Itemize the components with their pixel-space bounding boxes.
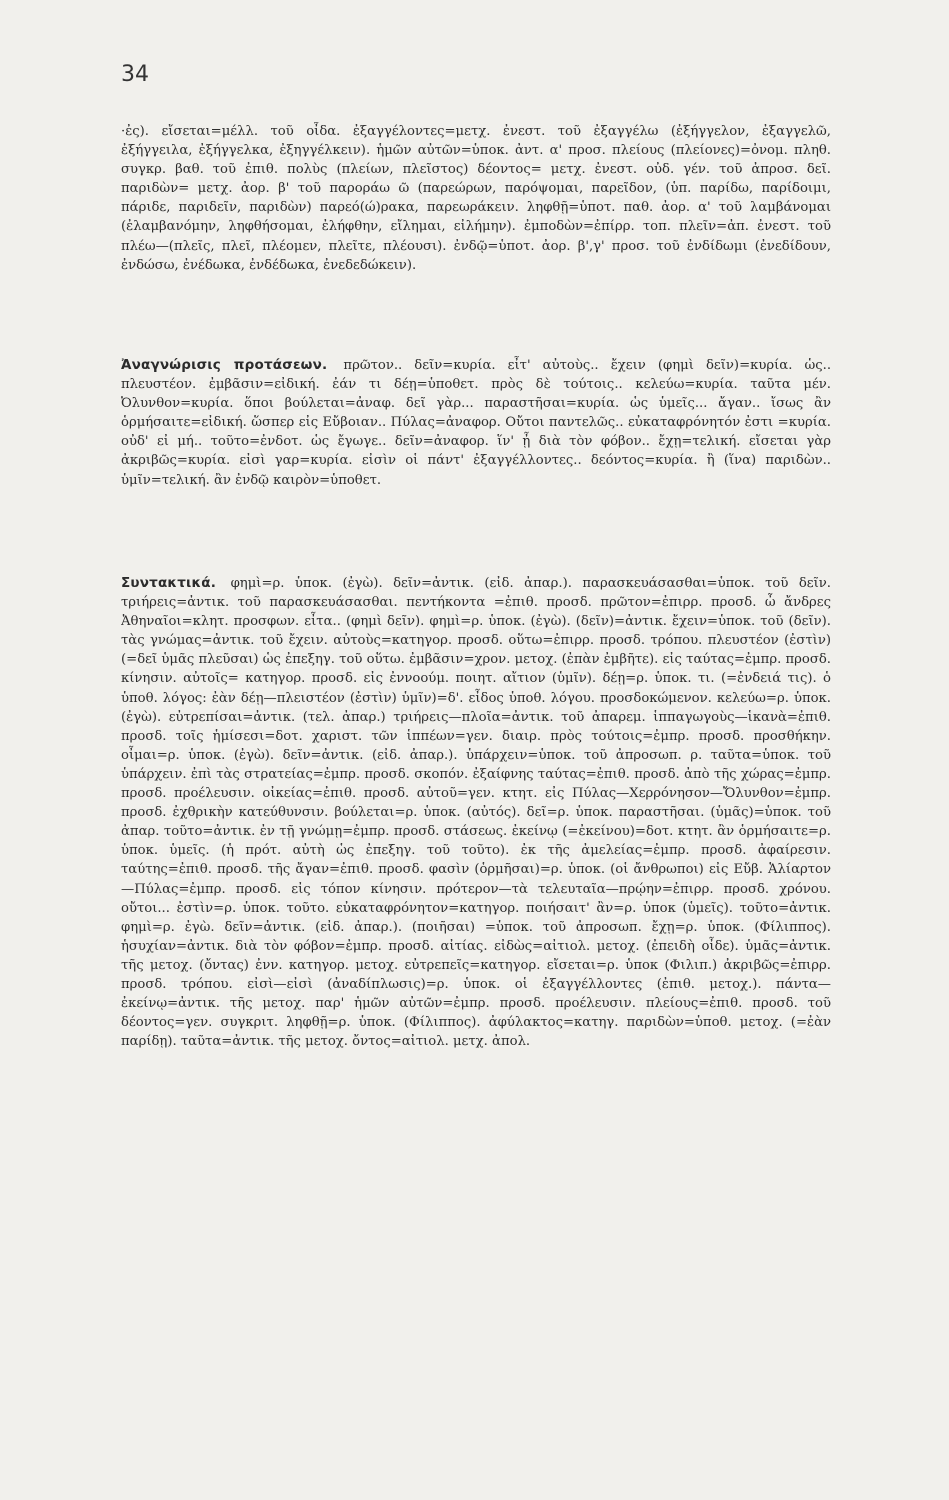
recognition-text: πρῶτον.. δεῖν=κυρία. εἶτ' αὐτοὺς.. ἔχειν (φημὶ δεῖν)=κυρία. ὡς.. πλευστέον. ἐμβᾶσιν=εἰδική. ἐάν τι δέῃ=ὑποθετ. πρὸς δὲ τούτοις.. κελεύω=κυρία. ταῦτα μέν. Ὀλυνθον=κυρία. ὅποι βούλεται=ἀναφ. δεῖ γὰρ... παραστῆσαι=κυρία. ὡς ὑμεῖς... ἄγαν.. ἴσως ἂν ὁρμήσαιτε=εἰδική. ὥσπερ εἰς Εὔβοιαν.. Πύλας=ἀναφορ. Οὔτοι παντελῶς.. εὐκαταφρόνητόν ἐστι =κυρία. οὐδ' εἰ μή.. τοῦτο=ἐνδοτ. ὡς ἔγωγε.. δεῖν=ἀναφορ. ἵν' ᾖ διὰ τὸν φόβον.. ἔχῃ=τελική. εἴσεται γὰρ ἀκριβῶς=κυρία. εἰσὶ γαρ=κυρία. εἰσὶν οἱ πάντ' ἐξαγγέλλοντες.. δεόντος=κυρία. ἢ (ἵνα) παριδὼν.. ὑμῖν=τελική. ἂν ἐνδῷ καιρὸν=ὑποθετ. (121, 358, 831, 488)
recognition-section (121, 356, 831, 562)
recognition-heading: Ἀναγνώρισις προτάσεων. (121, 357, 328, 373)
intro-text: ·ἐς). εἴσεται=μέλλ. τοῦ οἶδα. ἐξαγγέλοντες=μετχ. ἐνεστ. τοῦ ἐξαγγέλω (ἐξήγγελον, ἐξαγγελῶ, ἐξήγγειλα, ἐξήγγελκα, ἐξηγγέλκειν). ἡμῶν αὐτῶν=ὑποκ. ἀντ. α' προσ. πλείους (πλείονες)=ὀνομ. πληθ. συγκρ. βαθ. τοῦ ἐπιθ. πολὺς (πλείων, πλεῖστος) δέοντος= μετχ. ἐνεστ. οὐδ. γέν. τοῦ ἀπροσ. δεῖ. παριδὼν= μετχ. ἀορ. β' τοῦ παροράω ῶ (παρεώρων, παρόψομαι, παρεῖδον, (ὑπ. παρίδω, παρίδοιμι, πάριδε, παριδεῖν, παριδὼν) παρεό(ώ)ρακα, παρεωράκειν. ληφθῇ=ὑποτ. παθ. ἀορ. α' τοῦ λαμβάνομαι (ἐλαμβανόμην, ληφθήσομαι, ἐλήφθην, εἴλημαι, εἰλήμην). ἐμποδὼν=ἐπίρρ. τοπ. πλεῖν=ἀπ. ἐνεστ. τοῦ πλέω—(πλεῖς, πλεῖ, πλέομεν, πλεῖτε, πλέουσι). ἐνδῷ=ὑποτ. ἀορ. β',γ' προσ. τοῦ ἐνδίδωμι (ἐνεδίδουν, ἐνδώσω, ἐνέδωκα, ἐνδέδωκα, ἐνεδεδώκειν). (121, 124, 831, 273)
page-number: 34 (121, 62, 149, 87)
intro-paragraph (121, 122, 831, 342)
syntax-paragraph (121, 574, 831, 1051)
syntax-heading: Συντακτικά. (121, 575, 217, 591)
recognition-paragraph (121, 356, 831, 490)
syntax-section (121, 574, 831, 1489)
syntax-text: φημὶ=ρ. ὑποκ. (ἐγὼ). δεῖν=ἀντικ. (εἰδ. ἀπαρ.). παρασκευάσασθαι=ὑποκ. τοῦ δεῖν. τριήρεις=ἀντικ. τοῦ παρασκευάσασθαι. πεντήκοντα =ἐπιθ. προσδ. πρῶτον=ἐπιρρ. προσδ. ὦ ἄνδρες Ἀθηναῖοι=κλητ. προσφων. εἶτα.. (φημὶ δεῖν). φημὶ=ρ. ὑποκ. (ἐγὼ). (δεῖν)=ἀντικ. ἔχειν=ὑποκ. τοῦ (δεῖν). τὰς γνώμας=ἀντικ. τοῦ ἔχειν. αὐτοὺς=κατηγορ. προσδ. οὕτω=ἐπιρρ. προσδ. τρόπου. πλευστέον (ἐστὶν) (=δεῖ ὑμᾶς πλεῦσαι) ὡς ἐπεξηγ. τοῦ οὕτω. ἐμβᾶσιν=χρον. μετοχ. (ἐπὰν ἐμβῆτε). εἰς ταύτας=ἐμπρ. προσδ. κίνησιν. αὐτοῖς= κατηγορ. προσδ. εἰς ἐννοούμ. ποιητ. αἴτιον (ὑμῖν). δέῃ=ρ. ὑποκ. τι. (=ἐνδειά τις). ὁ ὑποθ. λόγος: ἐὰν δέῃ—πλειστέον (ἐστὶν) ὑμῖν)=δ'. εἶδος ὑποθ. λόγου. προσδοκώμενον. κελεύω=ρ. ὑποκ. (ἐγὼ). εὐτρεπίσαι=ἀντικ. (τελ. ἀπαρ.) τριήρεις—πλοῖα=ἀντικ. τοῦ ἀπαρεμ. ἱππαγωγοὺς—ἱκανὰ=ἐπιθ. προσδ. τοῖς ἡμίσεσι=δοτ. χαριστ. τῶν ἱππέων=γεν. διαιρ. πρὸς τούτοις=ἐμπρ. προσδ. προσθήκην. οἶμαι=ρ. ὑποκ. (ἐγὼ). δεῖν=ἀντικ. (εἰδ. ἀπαρ.). ὑπάρχειν=ὑποκ. τοῦ ἀπροσωπ. ρ. ταῦτα=ὑποκ. τοῦ ὑπάρχειν. ἐπὶ τὰς στρατείας=ἐμπρ. προσδ. σκοπόν. ἐξαίφνης ταύτας=ἐπιθ. προσδ. ἀπὸ τῆς χώρας=ἐμπρ. προσδ. προέλευσιν. οἰκείας=ἐπιθ. προσδ. αὐτοῦ=γεν. κτητ. εἰς Πύλας—Χερρόνησον—Ὄλυνθον=ἐμπρ. προσδ. ἐχθρικὴν κατεύθυνσιν. βούλεται=ρ. ὑποκ. (αὐτός). δεῖ=ρ. ὑποκ. παραστῆσαι. (ὑμᾶς)=ὑποκ. τοῦ ἀπαρ. τοῦτο=ἀντικ. ἐν τῇ γνώμῃ=ἐμπρ. προσδ. στάσεως. ἐκείνῳ (=ἐκείνου)=δοτ. κτητ. ἂν ὁρμήσαιτε=ρ. ὑποκ. ὑμεῖς. (ἡ πρότ. αὐτὴ ὡς ἐπεξηγ. τοῦ τοῦτο). ἐκ τῆς ἀμελείας=ἐμπρ. προσδ. ἀφαίρεσιν. ταύτης=ἐπιθ. προσδ. τῆς ἄγαν=ἐπιθ. προσδ. φασὶν (ὁρμῆσαι)=ρ. ὑποκ. (οἱ ἄνθρωποι) εἰς Εὔβ. Ἁλίαρτον—Πύλας=ἐμπρ. προσδ. εἰς τόπον κίνησιν. πρότερον—τὰ τελευταῖα—πρῴην=ἐπιρρ. προσδ. χρόνου. οὔτοι... ἐστὶν=ρ. ὑποκ. τοῦτο. εὐκαταφρόνητον=κατηγορ. ποιήσαιτ' ἂν=ρ. ὑποκ (ὑμεῖς). τοῦτο=ἀντικ. φημὶ=ρ. ἐγὼ. δεῖν=ἀντικ. (εἰδ. ἀπαρ.). (ποιῆσαι) =ὑποκ. τοῦ ἀπροσωπ. ἔχῃ=ρ. ὑποκ. (Φίλιππος). ἡσυχίαν=ἀντικ. διὰ τὸν φόβον=ἐμπρ. προσδ. αἰτίας. εἰδὼς=αἰτιολ. μετοχ. (ἐπειδὴ οἶδε). ὑμᾶς=ἀντικ. τῆς μετοχ. (ὄντας) ἐνν. κατηγορ. μετοχ. εὐτρεπεῖς=κατηγορ. εἴσεται=ρ. ὑποκ (Φιλιπ.) ἀκριβῶς=ἐπιρρ. προσδ. τρόπου. εἰσὶ—εἰσὶ (ἀναδίπλωσις)=ρ. ὑποκ. οἱ ἐξαγγέλλοντες (ἐπιθ. μετοχ.). πάντα—ἐκείνῳ=ἀντικ. τῆς μετοχ. παρ' ἡμῶν αὐτῶν=ἐμπρ. προσδ. προέλευσιν. πλείους=ἐπιθ. προσδ. τοῦ δέοντος=γεν. συγκριτ. ληφθῇ=ρ. ὑποκ. (Φίλιππος). ἀφύλακτος=κατηγ. παριδὼν=ὑποθ. μετοχ. (=ἐὰν παρίδῃ). ταῦτα=ἀντικ. τῆς μετοχ. ὄντος=αἰτιολ. μετχ. ἀπολ. (121, 576, 831, 1050)
